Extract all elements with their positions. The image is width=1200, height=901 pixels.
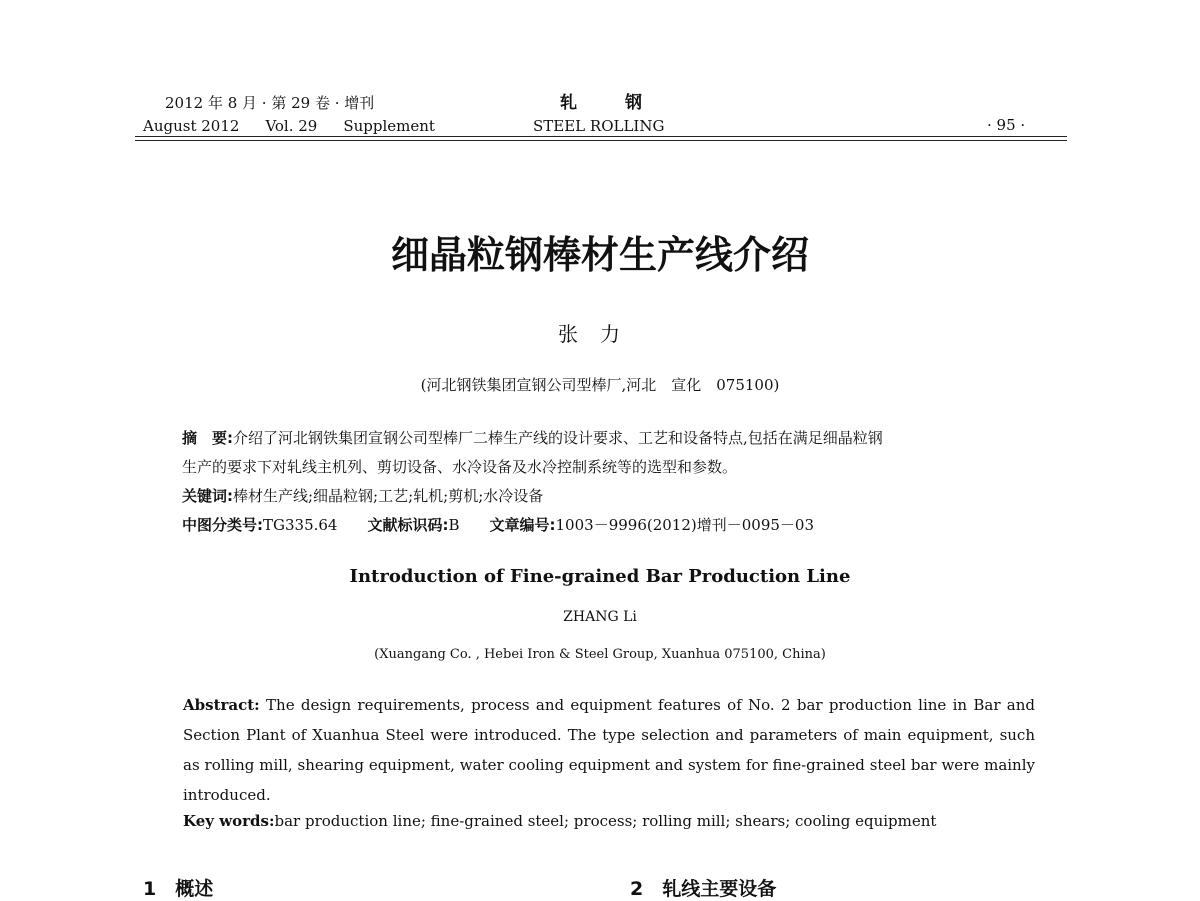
journal-name-cn: 轧钢 <box>560 93 690 113</box>
clc-label: 中图分类号: <box>182 516 263 534</box>
header-rule-bottom <box>135 140 1067 141</box>
journal-name-en: STEEL ROLLING <box>533 117 665 135</box>
section-heading-2: 2 轧线主要设备 <box>630 878 777 900</box>
header-rule-top <box>135 136 1067 137</box>
header-date-en: August 2012 <box>143 117 240 135</box>
section-heading-1: 1 概述 <box>143 878 214 900</box>
keywords-en-text: bar production line; fine-grained steel; process; rolling mill; shears; cooling equipment <box>274 812 937 830</box>
abstract-cn-text1: 介绍了河北钢铁集团宣钢公司型棒厂二棒生产线的设计要求、工艺和设备特点,包括在满足细晶粒钢 <box>233 429 883 447</box>
header-volume-en: Vol. 29 <box>265 117 318 135</box>
author-en: ZHANG Li <box>563 609 637 625</box>
doc-code-value: B <box>448 516 460 534</box>
header-issue-cn: 2012 年 8 月 · 第 29 卷 · 增刊 <box>165 94 375 112</box>
abstract-cn-line2: 生产的要求下对轧线主机列、剪切设备、水冷设备及水冷控制系统等的选型和参数。 <box>182 458 738 476</box>
paper-title-cn: 细晶粒钢棒材生产线介绍 <box>390 233 809 277</box>
abstract-label-cn: 摘 要: <box>182 429 233 447</box>
abstract-label-en: Abstract: <box>183 696 260 714</box>
article-no-label: 文章编号: <box>489 516 556 534</box>
article-no-value: 1003－9996(2012)增刊－0095－03 <box>555 516 815 534</box>
doc-code-label: 文献标识码: <box>367 516 449 534</box>
header-issue-en <box>143 117 461 135</box>
keywords-cn <box>182 482 1042 511</box>
abstract-en <box>183 690 1035 810</box>
keywords-label-cn: 关键词: <box>182 487 233 505</box>
header-supplement-en: Supplement <box>343 117 435 135</box>
keywords-label-en: Key words: <box>183 812 275 830</box>
abstract-en-text: The design requirements, process and equipment features of No. 2 bar production line in Bar and Section Plant of Xuanhua Steel were introduced. The type selection and parameters of main equipment, such as rolling mill, shearing equipment, water cooling equipment and system for fine-grained steel bar were mainly introduced. <box>183 696 1035 804</box>
clc-value: TG335.64 <box>263 516 338 534</box>
keywords-cn-text: 棒材生产线;细晶粒钢;工艺;轧机;剪机;水冷设备 <box>233 487 544 505</box>
paper-title-en: Introduction of Fine-grained Bar Production Line <box>349 566 851 587</box>
keywords-en <box>183 812 936 830</box>
author-cn: 张力 <box>558 322 642 346</box>
page-number: · 95 · <box>987 116 1026 134</box>
affiliation-en: (Xuangang Co. , Hebei Iron & Steel Group, Xuanhua 075100, China) <box>374 647 826 662</box>
classification-row <box>182 511 1042 540</box>
affiliation-cn: (河北钢铁集团宣钢公司型棒厂,河北 宣化 075100) <box>420 376 780 394</box>
abstract-cn-line1 <box>182 424 1042 453</box>
